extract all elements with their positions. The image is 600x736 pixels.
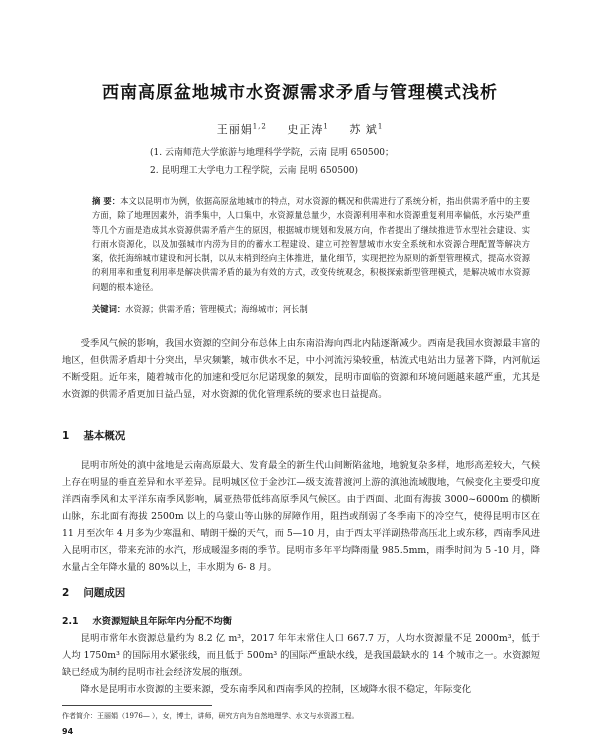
author-affiliation-mark: 1 — [323, 122, 329, 131]
keywords-label: 关键词： — [92, 304, 126, 314]
footnote: 作者简介：王丽娟（1976— ），女，博士，讲师，研究方向为自然地理学、水文与水资源工程。 — [62, 712, 359, 720]
section-number: 1 — [62, 430, 70, 442]
keywords — [92, 303, 530, 315]
section-1-paragraph: 昆明市所处的滇中盆地是云南高原最大、发育最全的新生代山间断陷盆地，地貌复杂多样，地形高差较大，气候上存在明显的垂直差异和水平差异。昆明城区位于金沙江—级支流普渡河上游的滇池流域腹地，气候变化主要受印度洋西南季风和太平洋东南季风影响，属亚热带低纬高原季风气候区。由于西面、北面有海拔 3000~6000m 的横断山脉，东北面有海拔 2500m 以上的乌蒙山等山脉的屏障作用，阻挡或削弱了冬季南下的冷空气，使得昆明市区在 11 月至次年 4 月多为少寒温和、晴朗干燥的天气，而 5—10 月，由于西太平洋副热带高压北上或东移，西南季风进入昆明市区，带来充沛的水汽，形成暖湿多雨的季节。昆明市多年平均降雨量 985.5mm，雨季时间为 5 -10 月，降水量占全年降水量的 80%以上，丰水期为 6- 8 月。 — [62, 460, 540, 573]
page-number: 94 — [62, 727, 74, 736]
subsection-2-1-heading — [62, 613, 232, 627]
subsection-title: 水资源短缺且年际年内分配不均衡 — [92, 616, 232, 627]
author-name: 王丽娟 — [216, 123, 253, 136]
section-number: 2 — [62, 587, 70, 599]
subsection-2-1-paragraph-2: 降水是昆明市水资源的主要来源，受东南季风和西南季风的控制，区域降水很不稳定，年际变化 — [80, 684, 472, 695]
author — [217, 123, 267, 136]
author — [287, 123, 328, 136]
affiliation-1: (1. 云南师范大学旅游与地理科学学院，云南 昆明 650500； — [150, 148, 395, 158]
affiliation-2: 2. 昆明理工大学电力工程学院，云南 昆明 650500) — [150, 166, 359, 176]
author — [349, 123, 383, 136]
section-2-heading — [62, 585, 125, 600]
paper-title: 西南高原盆地城市水资源需求矛盾与管理模式浅析 — [102, 83, 498, 103]
author-name: 史正涛 — [287, 123, 324, 136]
footnote-divider — [62, 705, 212, 706]
author-name: 苏 斌 — [349, 123, 378, 136]
keywords-text: 水资源；供需矛盾；管理模式；海绵城市；河长制 — [125, 304, 308, 314]
abstract-label: 摘 要： — [92, 196, 121, 206]
subsection-number: 2.1 — [62, 616, 79, 627]
author-list — [0, 121, 600, 137]
section-1-heading — [62, 428, 125, 443]
subsection-2-1-paragraph-1: 昆明市常年水资源总量约为 8.2 亿 m³，2017 年年末常住人口 667.7 万，人均水资源量不足 2000m³，低于人均 1750m³ 的国际用水紧张线，而且低于 500m³ 的国际严重缺水线，是我国最缺水的 14 个城市之一。水资源短缺已经成为制约昆明市社会经济发展的瓶颈。 — [62, 633, 540, 678]
abstract — [92, 194, 530, 294]
section-title: 问题成因 — [83, 587, 126, 599]
author-affiliation-mark: 1,2 — [252, 122, 267, 131]
author-affiliation-mark: 1 — [377, 122, 384, 131]
abstract-text: 本文以昆明市为例，依据高原盆地城市的特点，对水资源的概况和供需进行了系统分析，指出供需矛盾中的主要方面，除了地理因素外，消季集中，人口集中，水资源量总量少，水资源利用率和水资源重复利用率偏低，水污染严重等几个方面是造成其水资源供需矛盾产生的原因，根据城市规划和发展方向，作者提出了继续推进节水型社会建设、实行雨水资源化，以及加强城市内涝为目的的蓄水工程建设、建立可控智慧城市水安全系统和水资源合理配置等解决方案，依托海绵城市建设和河长制，以从末梢到经向主体推进，量化细节，实现把控为原则的新型管理模式，提高水资源的利用率和重复利用率是解决供需矛盾的最为有效的方式，改变传统观念，积极探索新型管理模式，是解决城市水资源问题的根本途径。 — [92, 196, 530, 292]
intro-paragraph: 受季风气候的影响，我国水资源的空间分布总体上由东南沿海向西北内陆逐渐减少。西南是我国水资源最丰富的地区，但供需矛盾却十分突出，旱灾频繁，城市供水不足，中小河流污染较重，枯流式电站出力显著下降，内河航运不断受阻。近年来，随着城市化的加速和受厄尔尼诺现象的频发，昆明市面临的资源和环境问题越来越严重，尤其是水资源的供需矛盾更加日益凸显，对水资源的优化管理系统的要求也日益提高。 — [62, 338, 540, 400]
section-title: 基本概况 — [83, 430, 126, 442]
